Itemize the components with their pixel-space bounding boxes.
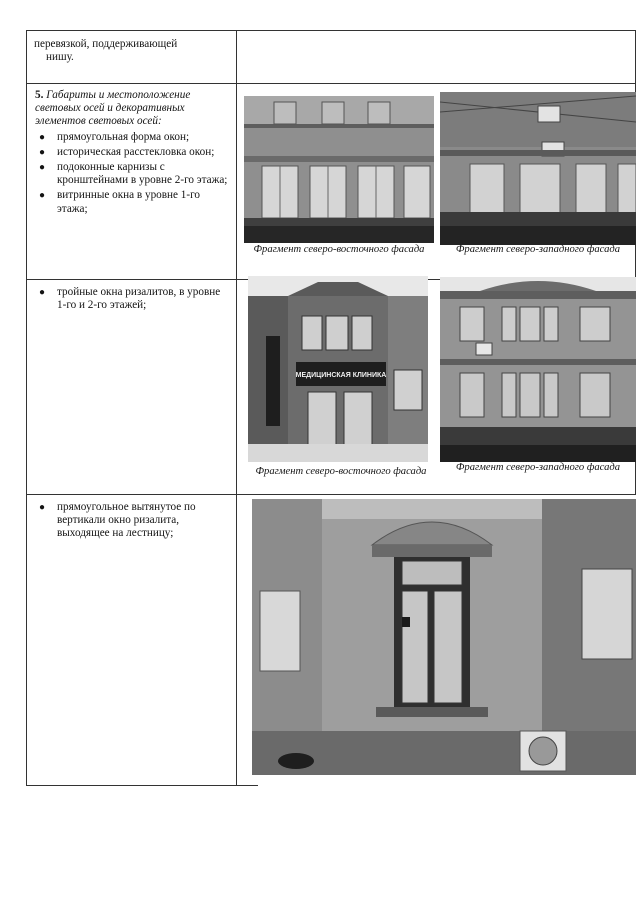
table-rule xyxy=(236,30,237,786)
item-heading: Габариты и местоположение световых осей и декоративных элементов световых осей: xyxy=(35,89,191,128)
list-item: ● прямоугольное вытянутое по вертикали окно ризалита, выходящее на лестницу; xyxy=(39,501,196,540)
facade-photo xyxy=(248,276,428,462)
table-rule xyxy=(26,30,636,31)
photo-caption: Фрагмент северо-восточного фасада xyxy=(253,244,425,255)
item-number: 5. xyxy=(35,89,44,101)
list-item: ● тройные окна ризалитов, в уровне 1-го и 2-го этажей; xyxy=(39,286,221,312)
bullet-list xyxy=(35,501,231,541)
photo-caption: Фрагмент северо-западного фасада xyxy=(455,462,621,473)
table-rule xyxy=(26,785,258,786)
list-item: ● подоконные карнизы с кронштейнами в уровне 2-го этажа; xyxy=(39,161,228,187)
stair-window-text xyxy=(35,499,231,543)
text-line: перевязкой, поддерживающей xyxy=(34,38,178,50)
list-item: ● историческая расстекловка окон; xyxy=(39,145,215,158)
sign-text: МЕДИЦИНСКАЯ КЛИНИКА xyxy=(295,372,387,379)
continued-text xyxy=(34,38,232,64)
row-5-heading xyxy=(35,89,231,129)
attributes-table xyxy=(26,30,636,786)
facade-photo xyxy=(244,96,434,243)
bullet-list xyxy=(35,286,231,312)
facade-photo xyxy=(440,277,636,462)
table-rule xyxy=(26,83,636,84)
triple-windows-text xyxy=(35,284,231,314)
list-item: ● витринные окна в уровне 1-го этажа; xyxy=(39,189,201,215)
stair-window-photo xyxy=(252,499,636,775)
text-line: нишу. xyxy=(46,51,74,64)
bullet-list xyxy=(35,131,231,216)
row-5-text xyxy=(35,89,231,218)
photo-caption: Фрагмент северо-западного фасада xyxy=(455,244,621,255)
list-item: ● прямоугольная форма окон; xyxy=(39,130,190,143)
table-rule xyxy=(26,494,636,495)
facade-photo xyxy=(440,92,636,245)
photo-caption: Фрагмент северо-восточного фасада xyxy=(255,466,427,477)
table-rule xyxy=(26,30,27,786)
